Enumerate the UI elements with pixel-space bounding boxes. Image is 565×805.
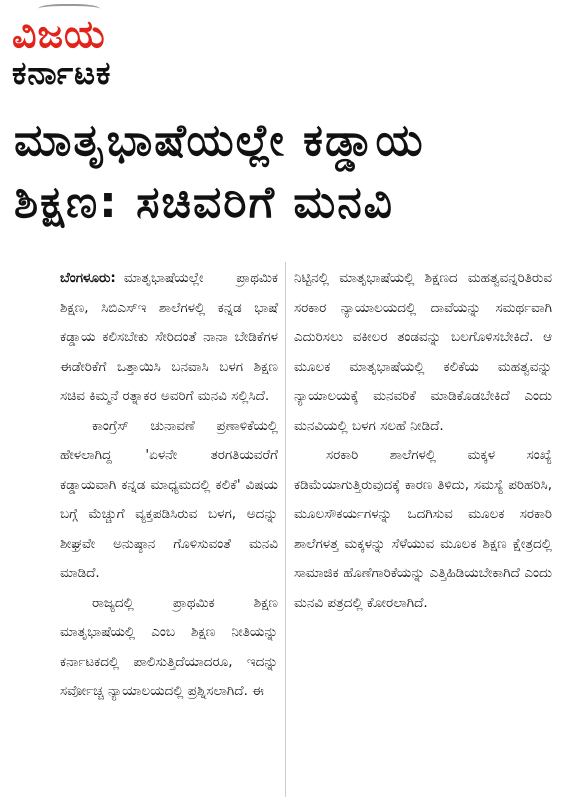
paragraph-text: ಮಾತೃಭಾಷೆಯಲ್ಲೇ ಪ್ರಾಥಮಿಕ ಶಿಕ್ಷಣ, ಸಿಬಿಎಸ್‌ಇ ಶಾಲೆಗಳಲ್ಲಿ ಕನ್ನಡ ಭಾಷೆ ಕಡ್ಡಾಯ ಕಲಿಸಬೇಕು ಸೇರಿದಂತೆ ನಾನಾ ಬೇಡಿಕೆಗಳ ಈಡೇರಿಕೆಗೆ ಒತ್ತಾಯಿಸಿ ಬನವಾಸಿ ಬಳಗ ಶಿಕ್ಷಣ ಸಚಿವ ಕಿಮ್ಮನೆ ರತ್ನಾಕರ ಅವರಿಗೆ ಮನವಿ ಸಲ್ಲಿಸಿದೆ. (60, 270, 278, 404)
headline-line2: ಶಿಕ್ಷಣ: ಸಚಿವರಿಗೆ ಮನವಿ (14, 177, 395, 228)
masthead-logo (10, 2, 160, 94)
article-column-left (60, 264, 278, 707)
article-paragraph: ನಿಟ್ಟಿನಲ್ಲಿ ಮಾತೃಭಾಷೆಯಲ್ಲಿ ಶಿಕ್ಷಣದ ಮಹತ್ವವನ್ನರಿತಿರುವ ಸರಕಾರ ನ್ಯಾಯಾಲಯದಲ್ಲಿ ದಾವೆಯನ್ನು ಸಮರ್ಥವಾಗಿ ಎದುರಿಸಲು ವಕೀಲರ ತಂಡವನ್ನು ಬಲಗೊಳಿಸಬೇಕಿದೆ. ಆ ಮೂಲಕ ಮಾತೃಭಾಷೆಯಲ್ಲಿ ಕಲಿಕೆಯ ಮಹತ್ವವನ್ನು ನ್ಯಾಯಾಲಯಕ್ಕೆ ಮನವರಿಕೆ ಮಾಡಿಕೊಡಬೇಕಿದೆ ಎಂದು ಮನವಿಯಲ್ಲಿ ಬಳಗ ಸಲಹೆ ನೀಡಿದೆ. (294, 270, 552, 434)
masthead-line2: ಕರ್ನಾಟಕ (12, 54, 112, 92)
column-divider (285, 262, 286, 797)
article-paragraph: ರಾಜ್ಯದಲ್ಲಿ ಪ್ರಾಥಮಿಕ ಶಿಕ್ಷಣ ಮಾತೃಭಾಷೆಯಲ್ಲಿ ಎಂಬ ಶಿಕ್ಷಣ ನೀತಿಯನ್ನು ಕರ್ನಾಟಕದಲ್ಲಿ ಪಾಲಿಸುತ್ತಿದೆಯಾದರೂ, ಇದನ್ನು ಸರ್ವೋಚ್ಚ ನ್ಯಾಯಾಲಯದಲ್ಲಿ ಪ್ರಶ್ನಿಸಲಾಗಿದೆ. ಈ (60, 594, 278, 699)
dateline: ಬೆಂಗಳೂರು: (60, 270, 116, 286)
headline-line1: ಮಾತೃಭಾಷೆಯಲ್ಲೇ ಕಡ್ಡಾಯ (14, 115, 425, 166)
article-paragraph: ಕಾಂಗ್ರೆಸ್ ಚುನಾವಣೆ ಪ್ರಣಾಳಿಕೆಯಲ್ಲಿ ಹೇಳಲಾಗಿದ್ದ 'ಏಳನೇ ತರಗತಿಯವರೆಗೆ ಕಡ್ಡಾಯವಾಗಿ ಕನ್ನಡ ಮಾಧ್ಯಮದಲ್ಲಿ ಕಲಿಕೆ' ವಿಷಯ ಬಗ್ಗೆ ಮೆಚ್ಚುಗೆ ವ್ಯಕ್ತಪಡಿಸಿರುವ ಬಳಗ, ಅದನ್ನು ಶೀಘ್ರವೇ ಅನುಷ್ಠಾನ ಗೊಳಿಸುವಂತೆ ಮನವಿ ಮಾಡಿದೆ. (60, 417, 278, 581)
headline (14, 110, 550, 234)
article-paragraph: ಸರಕಾರಿ ಶಾಲೆಗಳಲ್ಲಿ ಮಕ್ಕಳ ಸಂಖ್ಯೆ ಕಡಿಮೆಯಾಗುತ್ತಿರುವುದಕ್ಕೆ ಕಾರಣ ತಿಳಿದು, ಸಮಸ್ಯೆ ಪರಿಹರಿಸಿ, ಮೂಲಸೌಕರ್ಯಗಳನ್ನು ಒದಗಿಸುವ ಮೂಲಕ ಸರಕಾರಿ ಶಾಲೆಗಳತ್ತ ಮಕ್ಕಳನ್ನು ಸೆಳೆಯುವ ಮೂಲಕ ಶಿಕ್ಷಣ ಕ್ಷೇತ್ರದಲ್ಲಿ ಸಾಮಾಜಿಕ ಹೊಣೆಗಾರಿಕೆಯನ್ನು ಎತ್ತಿಹಿಡಿಯಬೇಕಾಗಿದೆ ಎಂದು ಮನವಿ ಪತ್ರದಲ್ಲಿ ಕೋರಲಾಗಿದೆ. (294, 447, 552, 611)
masthead-line1: ವಿಜಯ (12, 12, 106, 56)
article-paragraph (60, 264, 278, 412)
article-column-right (294, 264, 552, 618)
